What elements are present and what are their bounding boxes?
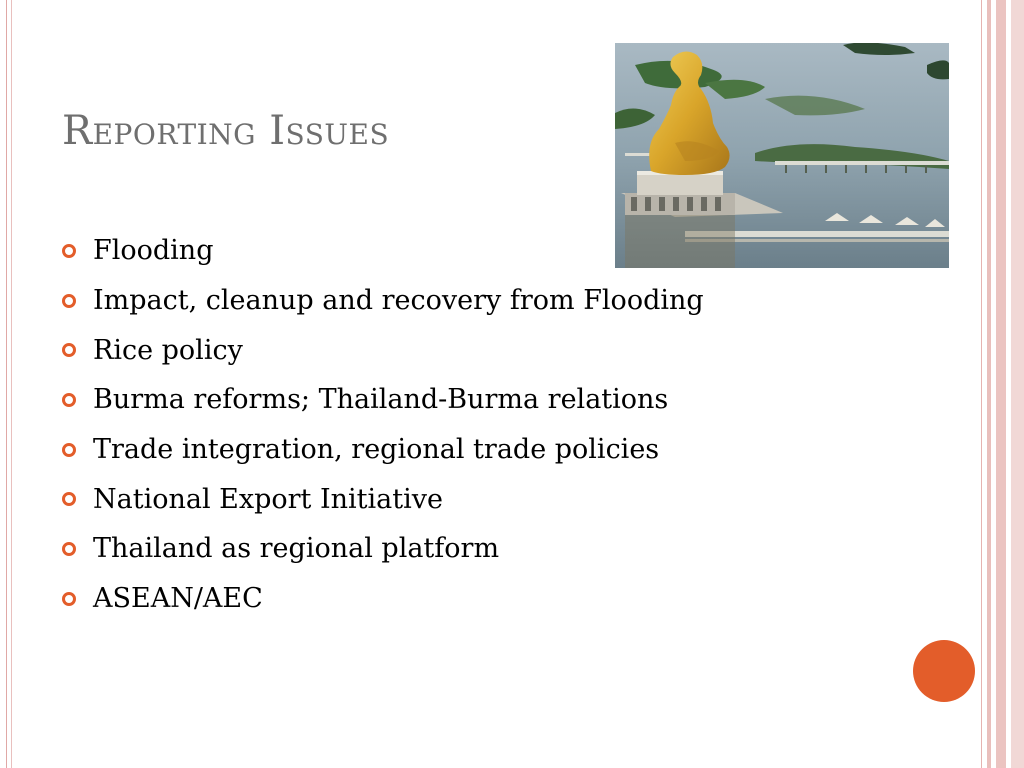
right-border-stripe (1011, 0, 1024, 768)
left-border-line-inner (11, 0, 12, 768)
list-item (62, 425, 704, 475)
right-border-stripe (987, 0, 991, 768)
bullet-text: Flooding (93, 235, 214, 267)
list-item (62, 276, 704, 326)
bullet-icon (62, 443, 76, 457)
bullet-icon (62, 294, 76, 308)
list-item (62, 226, 704, 276)
bullet-icon (62, 393, 76, 407)
bullet-text: Trade integration, regional trade policies (93, 434, 660, 466)
bullet-text: ASEAN/AEC (93, 583, 263, 615)
bullet-icon (62, 244, 76, 258)
list-item (62, 574, 704, 624)
bullet-text: Rice policy (93, 334, 243, 366)
right-border-stripe (996, 0, 1006, 768)
bullet-icon (62, 592, 76, 606)
bullet-text: Thailand as regional platform (93, 533, 500, 565)
right-border-stripe (981, 0, 982, 768)
slide-title: Reporting Issues (62, 108, 390, 154)
bullet-icon (62, 492, 76, 506)
bullet-list (62, 226, 704, 624)
bullet-icon (62, 542, 76, 556)
list-item (62, 524, 704, 574)
bullet-icon (62, 343, 76, 357)
list-item (62, 474, 704, 524)
bullet-text: Burma reforms; Thailand-Burma relations (93, 384, 669, 416)
accent-circle (913, 640, 975, 702)
bullet-text: Impact, cleanup and recovery from Flooding (93, 285, 704, 317)
list-item (62, 375, 704, 425)
list-item (62, 325, 704, 375)
left-border-line (6, 0, 7, 768)
bullet-text: National Export Initiative (93, 483, 443, 515)
